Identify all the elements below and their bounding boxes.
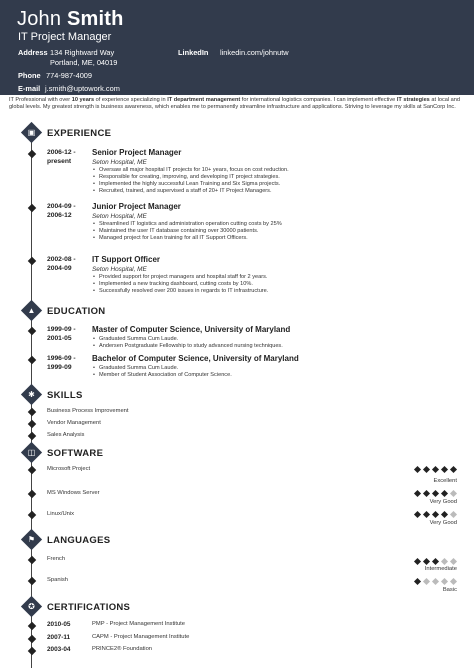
cert-date: 2007-11 bbox=[47, 634, 71, 641]
cert-date: 2003-04 bbox=[47, 646, 71, 653]
software-heading: SOFTWARE bbox=[47, 448, 104, 459]
rating-diamonds bbox=[397, 511, 457, 519]
timeline-dot bbox=[27, 577, 35, 585]
candidate-name: John Smith bbox=[17, 8, 124, 30]
list-item: • Graduated Summa Cum Laude. bbox=[92, 336, 283, 343]
list-item: • Recruited, trained, and supervised a staff of 20+ IT Project Managers. bbox=[92, 188, 289, 195]
job-org: Seton Hospital, ME bbox=[92, 213, 147, 220]
timeline-dot bbox=[27, 356, 35, 364]
cert-name: CAPM - Project Management Institute bbox=[92, 634, 190, 640]
rating-diamond bbox=[414, 511, 421, 518]
software-name: Microsoft Project bbox=[47, 466, 91, 472]
rating-diamond bbox=[441, 558, 448, 565]
rating-diamond bbox=[432, 511, 439, 518]
timeline-dot bbox=[27, 257, 35, 265]
job-bullets bbox=[92, 167, 289, 195]
rating-diamond bbox=[450, 578, 457, 585]
cert-date: 2010-05 bbox=[47, 621, 71, 628]
timeline-dot bbox=[27, 466, 35, 474]
rating-diamonds bbox=[397, 490, 457, 498]
rating-diamond bbox=[441, 466, 448, 473]
list-item: • Andersen Postgraduate Fellowship to study advanced nursing techniques. bbox=[92, 343, 283, 350]
timeline-dot bbox=[27, 408, 35, 416]
certificate-icon: ✪ bbox=[21, 596, 42, 617]
rating-diamond bbox=[414, 578, 421, 585]
rating-diamonds bbox=[397, 466, 457, 474]
linkedin-block bbox=[178, 48, 289, 58]
rating-diamond bbox=[432, 490, 439, 497]
rating-diamond bbox=[414, 490, 421, 497]
certifications-heading: CERTIFICATIONS bbox=[47, 602, 131, 613]
rating-diamonds bbox=[397, 558, 457, 566]
timeline-dot bbox=[27, 204, 35, 212]
rating-diamond bbox=[441, 578, 448, 585]
software-name: MS Windows Server bbox=[47, 490, 100, 496]
languages-heading: LANGUAGES bbox=[47, 535, 111, 546]
software-name: Linux/Unix bbox=[47, 511, 75, 517]
rating-diamond bbox=[450, 490, 457, 497]
rating-diamond bbox=[423, 466, 430, 473]
list-item: • Successfully resolved over 200 issues in regards to IT infrastructure. bbox=[92, 288, 268, 295]
rating-diamond bbox=[423, 511, 430, 518]
timeline-dot bbox=[27, 556, 35, 564]
timeline-dot bbox=[27, 150, 35, 158]
email-label: E-mail bbox=[18, 84, 41, 93]
rating-diamond bbox=[441, 490, 448, 497]
address-line2: Portland, ME, 04019 bbox=[50, 57, 118, 67]
rating-diamonds bbox=[397, 578, 457, 586]
skill-item: Vendor Management bbox=[47, 420, 101, 426]
email-block bbox=[18, 84, 120, 94]
rating-label: Intermediate bbox=[424, 566, 457, 572]
list-item: • Implemented a new tracking dashboard, cutting costs by 10%. bbox=[92, 281, 268, 288]
job-role: Senior Project Manager bbox=[92, 148, 182, 157]
list-item: • Managed project for Lean training for all IT Support Officers. bbox=[92, 235, 282, 242]
edu-bullets bbox=[92, 365, 232, 379]
timeline-dot bbox=[27, 327, 35, 335]
flag-icon: ⚑ bbox=[21, 529, 42, 550]
list-item: • Responsible for creating, improving, and developing IT project strategies. bbox=[92, 174, 289, 181]
phone-block bbox=[18, 71, 92, 81]
graduation-cap-icon: ▲ bbox=[21, 300, 42, 321]
rating-diamond bbox=[414, 466, 421, 473]
job-org: Seton Hospital, ME bbox=[92, 159, 147, 166]
puzzle-icon: ✱ bbox=[21, 384, 42, 405]
rating-diamond bbox=[432, 558, 439, 565]
phone-value: 774-987-4009 bbox=[46, 71, 93, 80]
address-block bbox=[18, 48, 117, 67]
skill-item: Business Process Improvement bbox=[47, 408, 129, 414]
rating-diamond bbox=[432, 578, 439, 585]
job-title: IT Project Manager bbox=[18, 31, 112, 43]
linkedin-value[interactable]: linkedin.com/johnutw bbox=[220, 48, 289, 57]
edu-date: 1996-09 - 1999-09 bbox=[47, 355, 76, 371]
rating-diamond bbox=[450, 558, 457, 565]
rating-diamond bbox=[423, 558, 430, 565]
job-date: 2004-09 - 2006-12 bbox=[47, 203, 76, 219]
rating-diamond bbox=[441, 511, 448, 518]
address-line1: 134 Rightward Way bbox=[50, 48, 115, 57]
language-name: French bbox=[47, 556, 66, 562]
desktop-icon: ◫ bbox=[21, 442, 42, 463]
timeline-dot bbox=[27, 635, 35, 643]
linkedin-label: LinkedIn bbox=[178, 48, 209, 57]
list-item: • Streamlined IT logistics and administration operation cutting costs by 25% bbox=[92, 221, 282, 228]
rating-label: Very Good bbox=[429, 520, 457, 526]
profile-summary: IT Professional with over 10 years of experience specializing in IT department management for international logistics companies. I can implement effective IT strategies at local and global levels. My greatest strength is business awareness, which enables me to permanently streamline infrastructure and applications. Striving to leverage my skills at SanCorp Inc. bbox=[9, 97, 460, 111]
list-item: • Provided support for project managers and hospital staff for 2 years. bbox=[92, 274, 268, 281]
cert-name: PRINCE2® Foundation bbox=[92, 646, 153, 652]
job-date: 2006-12 - present bbox=[47, 149, 76, 165]
experience-heading: EXPERIENCE bbox=[47, 128, 112, 139]
list-item: • Oversaw all major hospital IT projects for 10+ years, focus on cost reduction. bbox=[92, 167, 289, 174]
rating-diamond bbox=[432, 466, 439, 473]
address-label: Address bbox=[18, 48, 48, 57]
rating-label: Very Good bbox=[429, 499, 457, 505]
job-bullets bbox=[92, 221, 282, 242]
edu-degree: Master of Computer Science, University of Maryland bbox=[92, 325, 291, 334]
edu-degree: Bachelor of Computer Science, University of Maryland bbox=[92, 354, 299, 363]
phone-label: Phone bbox=[18, 71, 41, 80]
skill-item: Sales Analysis bbox=[47, 432, 85, 438]
rating-diamond bbox=[450, 466, 457, 473]
timeline-dot bbox=[27, 647, 35, 655]
job-role: IT Support Officer bbox=[92, 255, 160, 264]
timeline-dot bbox=[27, 432, 35, 440]
job-date: 2002-08 - 2004-09 bbox=[47, 256, 76, 272]
list-item: • Maintained the user IT database containing over 30000 patients. bbox=[92, 228, 282, 235]
rating-diamond bbox=[423, 578, 430, 585]
edu-date: 1999-09 - 2001-05 bbox=[47, 326, 76, 342]
timeline-dot bbox=[27, 490, 35, 498]
edu-bullets bbox=[92, 336, 283, 350]
rating-diamond bbox=[423, 490, 430, 497]
rating-diamond bbox=[414, 558, 421, 565]
rating-diamond bbox=[450, 511, 457, 518]
timeline-dot bbox=[27, 622, 35, 630]
job-role: Junior Project Manager bbox=[92, 202, 181, 211]
skills-heading: SKILLS bbox=[47, 390, 83, 401]
resume-header bbox=[0, 0, 474, 95]
list-item: • Graduated Summa Cum Laude. bbox=[92, 365, 232, 372]
cert-name: PMP - Project Management Institute bbox=[92, 621, 186, 627]
job-bullets bbox=[92, 274, 268, 295]
timeline-dot bbox=[27, 511, 35, 519]
timeline-dot bbox=[27, 420, 35, 428]
briefcase-icon: ▣ bbox=[21, 122, 42, 143]
language-name: Spanish bbox=[47, 577, 68, 583]
rating-label: Basic bbox=[442, 587, 457, 593]
job-org: Seton Hospital, ME bbox=[92, 266, 147, 273]
list-item: • Implemented the highly successful Lean Training and Six Sigma projects. bbox=[92, 181, 289, 188]
rating-label: Excellent bbox=[433, 478, 457, 484]
list-item: • Member of Student Association of Computer Science. bbox=[92, 372, 232, 379]
education-heading: EDUCATION bbox=[47, 306, 106, 317]
email-value[interactable]: j.smith@uptowork.com bbox=[45, 84, 120, 93]
